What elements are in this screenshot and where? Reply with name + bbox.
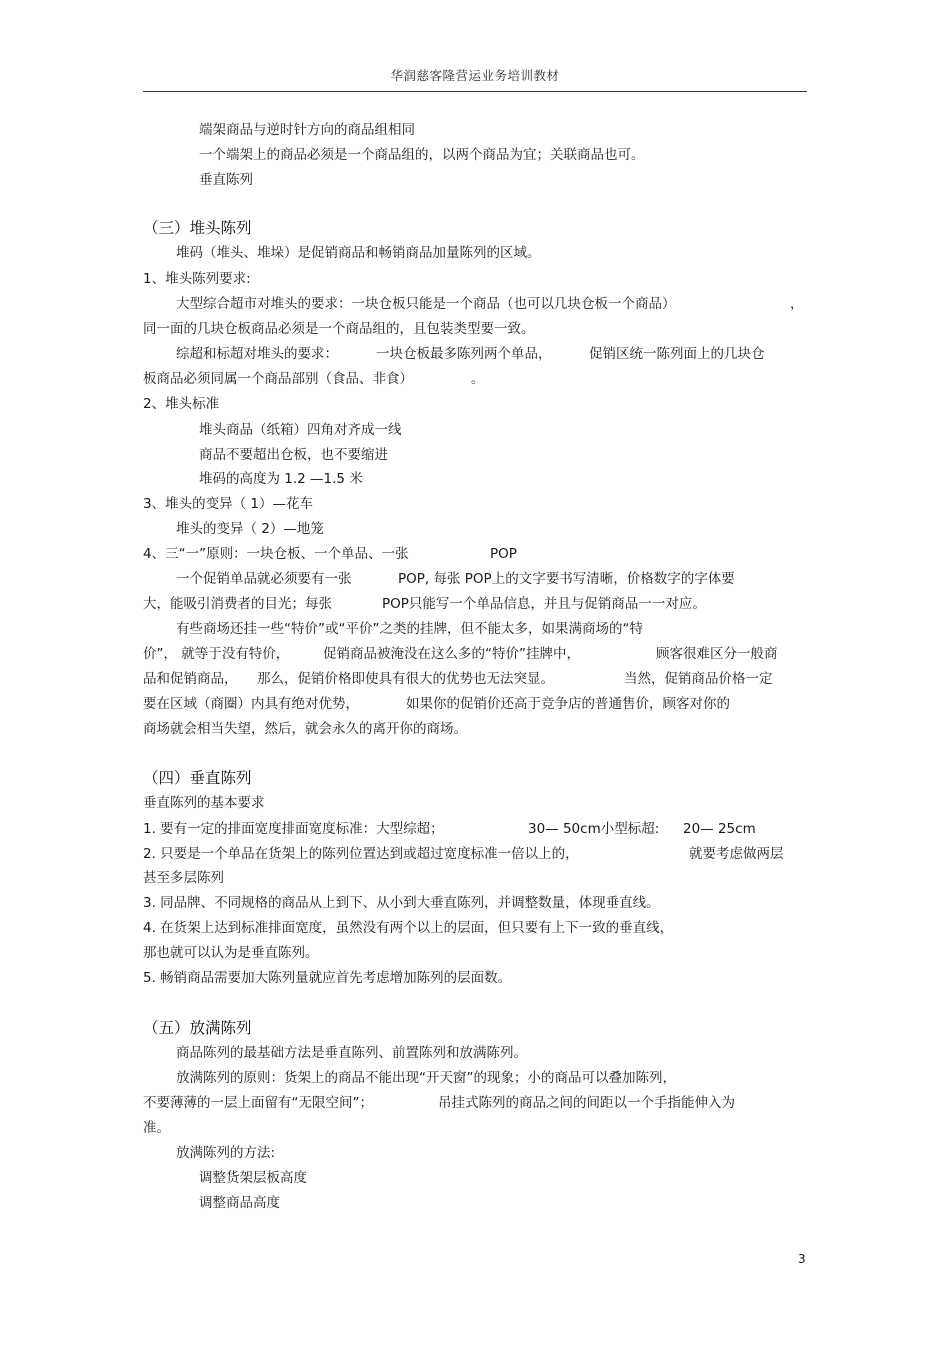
text-line: 大，能吸引消费者的目光；每张	[143, 596, 332, 612]
text-line: 价”， 就等于没有特价，	[143, 646, 290, 662]
page-header: 华润慈客隆营运业务培训教材	[390, 68, 560, 83]
text-line: 甚至多层陈列	[143, 870, 224, 886]
text-line: 1. 要有一定的排面宽度排面宽度标准：大型综超；	[143, 821, 444, 837]
text-line: 不要薄薄的一层上面留有“无限空间”；	[143, 1095, 373, 1111]
text-line: 品和促销商品，	[143, 671, 238, 687]
text-line: 一块仓板最多陈列两个单品，	[376, 346, 552, 362]
text-line: 有些商场还挂一些“特价”或“平价”之类的挂牌，但不能太多，如果满商场的“特	[176, 621, 643, 637]
text-line: 堆头商品（纸箱）四角对齐成一线	[199, 422, 402, 438]
text-line: 那也就可以认为是垂直陈列。	[143, 945, 319, 961]
section-heading: （五）放满陈列	[143, 1019, 252, 1037]
text-line: POP	[490, 546, 517, 562]
text-line: 要在区域（商圈）内具有绝对优势，	[143, 696, 359, 712]
text-line: 1、堆头陈列要求:	[143, 271, 251, 287]
text-line: 同一面的几块仓板商品必须是一个商品组的，且包装类型要一致。	[143, 321, 535, 337]
text-line: 吊挂式陈列的商品之间的间距以一个手指能伸入为	[438, 1095, 735, 1111]
text-line: 当然，促销商品价格一定	[624, 671, 773, 687]
text-line: 堆码（堆头、堆垛）是促销商品和畅销商品加量陈列的区域。	[176, 245, 541, 261]
text-line: 4、三“一”原则：一块仓板、一个单品、一张	[143, 546, 409, 562]
text-line: POP只能写一个单品信息，并且与促销商品一一对应。	[382, 596, 706, 612]
text-line: 调整货架层板高度	[199, 1170, 307, 1186]
text-line: 30— 50cm小型标超:	[528, 821, 660, 837]
text-line: 5. 畅销商品需要加大陈列量就应首先考虑增加陈列的层面数。	[143, 970, 512, 986]
text-line: 促销商品被淹没在这么多的“特价”挂牌中，	[323, 646, 580, 662]
text-line: 20— 25cm	[683, 821, 756, 837]
text-line: 垂直陈列的基本要求	[143, 795, 265, 811]
section-heading: （四）垂直陈列	[143, 769, 252, 787]
text-line: 。	[471, 371, 485, 387]
text-line: 放满陈列的方法:	[176, 1145, 276, 1161]
text-line: 板商品必须同属一个商品部别（食品、非食）	[143, 371, 413, 387]
text-line: 顾客很难区分一般商	[656, 646, 778, 662]
text-line: 垂直陈列	[199, 172, 253, 188]
text-line: 那么，促销价格即使具有很大的优势也无法突显。	[257, 671, 554, 687]
text-line: 商品陈列的最基础方法是垂直陈列、前置陈列和放满陈列。	[176, 1045, 527, 1061]
text-line: 端架商品与逆时针方向的商品组相同	[199, 122, 415, 138]
text-line: 促销区统一陈列面上的几块仓	[589, 346, 765, 362]
text-line: 3、堆头的变异（ 1）—花车	[143, 496, 313, 512]
text-line: 一个促销单品就必须要有一张	[176, 571, 352, 587]
text-line: 堆头的变异（ 2）—地笼	[176, 521, 324, 537]
text-line: 一个端架上的商品必须是一个商品组的，以两个商品为宜；关联商品也可。	[199, 147, 645, 163]
text-line: ，	[790, 296, 804, 312]
text-line: 堆码的高度为 1.2 —1.5 米	[199, 471, 363, 487]
text-line: 4. 在货架上达到标准排面宽度，虽然没有两个以上的层面，但只要有上下一致的垂直线，	[143, 920, 674, 936]
text-line: 3. 同品牌、不同规格的商品从上到下、从小到大垂直陈列，并调整数量，体现垂直线。	[143, 895, 660, 911]
page-number: 3	[798, 1252, 806, 1266]
text-line: 准。	[143, 1120, 170, 1136]
text-line: 商品不要超出仓板，也不要缩进	[199, 447, 388, 463]
text-line: 2、堆头标准	[143, 396, 220, 412]
text-line: 商场就会相当失望，然后，就会永久的离开你的商场。	[143, 721, 467, 737]
text-line: 2. 只要是一个单品在货架上的陈列位置达到或超过宽度标准一倍以上的，	[143, 846, 579, 862]
text-line: 调整商品高度	[199, 1195, 280, 1211]
section-heading: （三）堆头陈列	[143, 219, 252, 237]
text-line: POP, 每张 POP上的文字要书写清晰，价格数字的字体要	[398, 571, 735, 587]
header-divider	[143, 91, 807, 92]
text-line: 放满陈列的原则：货架上的商品不能出现“开天窗”的现象；小的商品可以叠加陈列，	[176, 1070, 676, 1086]
text-line: 大型综合超市对堆头的要求：一块仓板只能是一个商品（也可以几块仓板一个商品）	[176, 296, 676, 312]
text-line: 如果你的促销价还高于竞争店的普通售价，顾客对你的	[406, 696, 730, 712]
text-line: 综超和标超对堆头的要求：	[176, 346, 338, 362]
text-line: 就要考虑做两层	[689, 846, 784, 862]
